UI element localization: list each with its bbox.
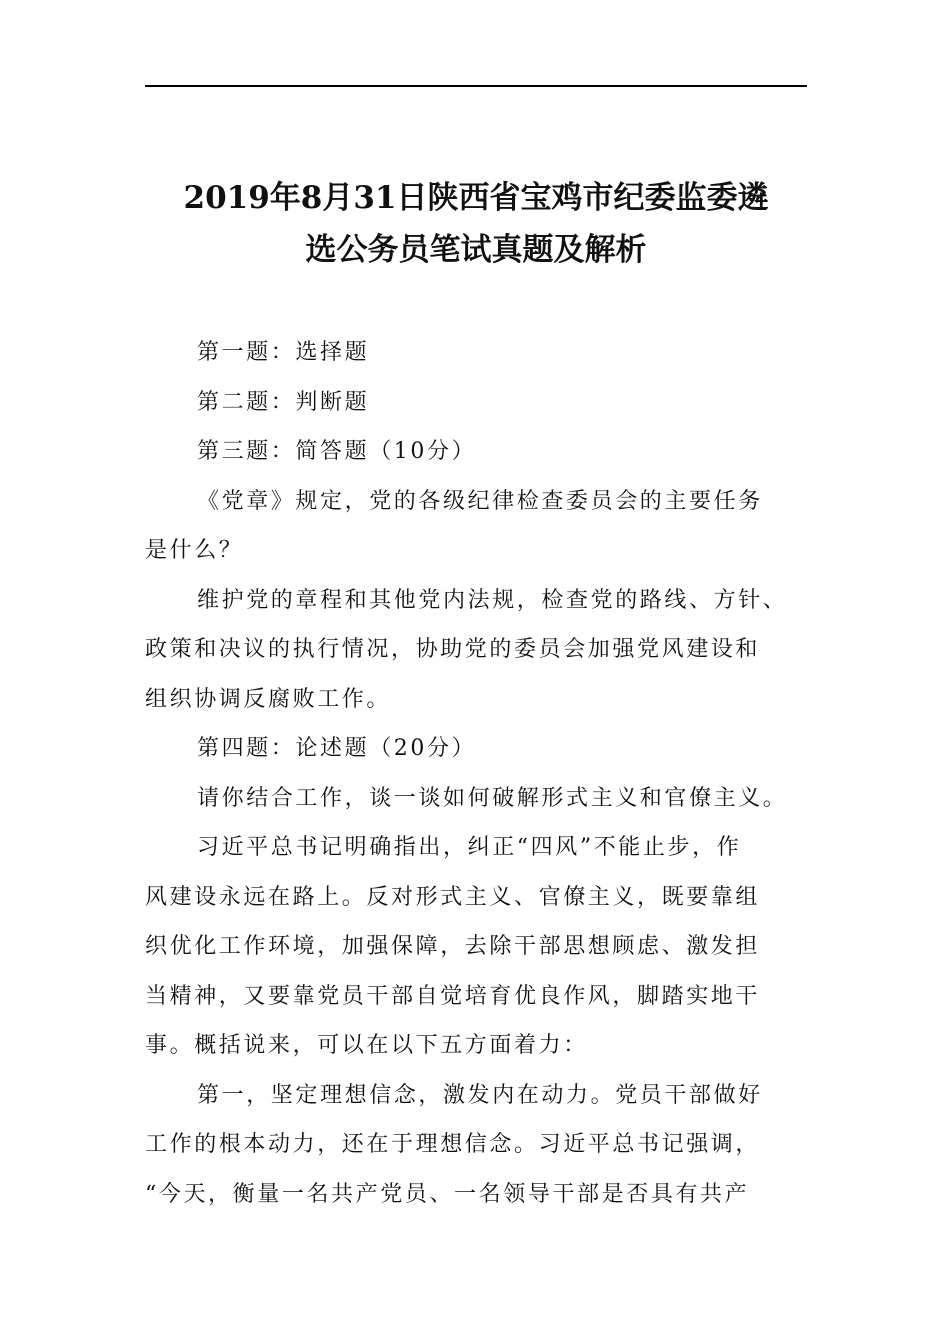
- text-line: 风建设永远在路上。反对形式主义、官僚主义，既要靠组: [145, 884, 761, 910]
- text-line: 组织协调反腐败工作。: [145, 686, 392, 712]
- title-line-2: 选公务员笔试真题及解析: [305, 232, 647, 268]
- question-4-answer-point-1: [145, 1071, 807, 1220]
- question-3-heading: [145, 427, 807, 477]
- text-line: 当精神，又要靠党员干部自觉培育优良作风，脚踏实地干: [145, 983, 761, 1009]
- title-line-1: 2019年8月31日陕西省宝鸡市纪委监委遴: [183, 180, 769, 216]
- text-line: “今天，衡量一名共产党员、一名领导干部是否具有共产: [145, 1181, 750, 1207]
- text-line: 工作的根本动力，还在于理想信念。习近平总书记强调，: [145, 1132, 761, 1157]
- text-line: 习近平总书记明确指出，纠正“四风”不能止步，作: [197, 835, 742, 860]
- question-4-heading: [145, 724, 807, 774]
- text-line: 第二题：判断题: [197, 389, 370, 415]
- text-line: 政策和决议的执行情况，协助党的委员会加强党风建设和: [145, 637, 761, 662]
- question-2-heading: [145, 378, 807, 428]
- document-title: [145, 172, 807, 276]
- text-line: 《党章》规定，党的各级纪律检查委员会的主要任务: [197, 488, 763, 514]
- question-3-answer: [145, 576, 807, 725]
- document-body: [145, 328, 807, 1219]
- question-1-heading: [145, 328, 807, 378]
- question-4-answer-intro: [145, 823, 807, 1071]
- question-3-prompt: [145, 477, 807, 576]
- text-line: 第三题：简答题（10分）: [197, 439, 477, 464]
- question-4-prompt: [145, 774, 807, 824]
- text-line: 第一，坚定理想信念，激发内在动力。党员干部做好: [197, 1082, 763, 1108]
- text-line: 第四题：论述题（20分）: [197, 736, 477, 761]
- text-line: 织优化工作环境，加强保障，去除干部思想顾虑、激发担: [145, 934, 761, 959]
- text-line: 事。概括说来，可以在以下五方面着力：: [145, 1033, 588, 1058]
- text-line: 第一题：选择题: [197, 340, 370, 365]
- text-line: 维护党的章程和其他党内法规，检查党的路线、方针、: [197, 587, 788, 613]
- text-line: 是什么？: [145, 538, 244, 563]
- header-rule: [145, 85, 807, 87]
- text-line: 请你结合工作，谈一谈如何破解形式主义和官僚主义。: [197, 785, 788, 811]
